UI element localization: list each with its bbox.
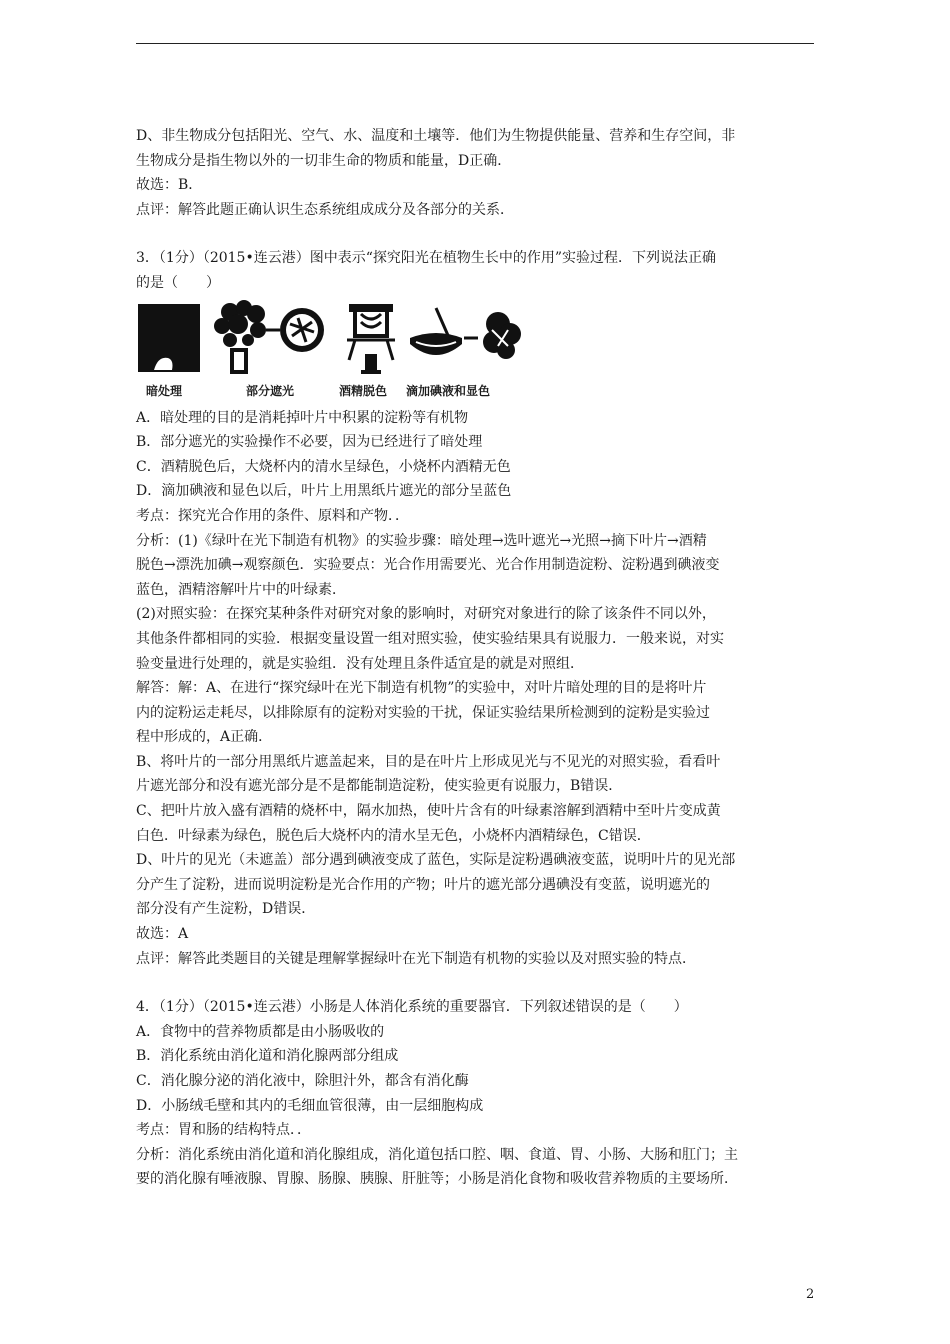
page-content xyxy=(136,124,816,1192)
question-stem: 4．（1分）（2015•连云港）小肠是人体消化系统的重要器官．下列叙述错误的是（ ） xyxy=(136,999,688,1016)
option-b: B．消化系统由消化道和消化腺两部分组成 xyxy=(136,1048,399,1065)
solution-line: B、将叶片的一部分用黑纸片遮盖起来，目的是在叶片上形成见光与不见光的对照实验，看看叶 xyxy=(136,753,721,770)
solution-line: 分产生了淀粉，进而说明淀粉是光合作用的产物；叶片的遮光部分遇碘没有变蓝，说明遮光的 xyxy=(136,876,710,893)
option-b: B．部分遮光的实验操作不必要，因为已经进行了暗处理 xyxy=(136,434,483,451)
page-number: 2 xyxy=(806,1287,815,1302)
solution-line: 分析：消化系统由消化道和消化腺组成，消化道包括口腔、咽、食道、胃、小肠、大肠和肛门；主 xyxy=(136,1146,738,1163)
figure-caption-alcohol-decolor: 酒精脱色 xyxy=(339,383,388,398)
solution-line: 考点：探究光合作用的条件、原料和产物．． xyxy=(136,507,409,524)
solution-line: 解答：解：A、在进行“探究绿叶在光下制造有机物”的实验中，对叶片暗处理的目的是将叶片 xyxy=(136,680,707,697)
solution-line: (2)对照实验：在探究某种条件对研究对象的影响时，对研究对象进行的除了该条件不同以外， xyxy=(136,606,716,623)
option-c: C．酒精脱色后，大烧杯内的清水呈绿色，小烧杯内酒精无色 xyxy=(136,458,511,475)
text-line: 生物成分是指生物以外的一切非生命的物质和能量，D正确． xyxy=(136,152,512,169)
solution-line: 要的消化腺有唾液腺、胃腺、肠腺、胰腺、肝脏等；小肠是消化食物和吸收营养物质的主要场所． xyxy=(136,1171,738,1188)
solution-line: 其他条件都相同的实验．根据变量设置一组对照实验，使实验结果具有说服力．一般来说，对实 xyxy=(136,630,724,647)
question-4 xyxy=(136,995,816,1192)
solution-line: 部分没有产生淀粉，D错误． xyxy=(136,901,316,918)
prev-question-tail xyxy=(136,124,816,222)
text-line: D、非生物成分包括阳光、空气、水、温度和土壤等．他们为生物提供能量、营养和生存空间，非 xyxy=(136,128,736,144)
header-rule xyxy=(136,43,814,44)
solution-line: 蓝色，酒精溶解叶片中的叶绿素． xyxy=(136,581,346,598)
text-line: 点评：解答此题正确认识生态系统组成成分及各部分的关系． xyxy=(136,201,514,218)
solution-line: 分析：(1)《绿叶在光下制造有机物》的实验步骤：暗处理→选叶遮光→光照→摘下叶片→酒精 xyxy=(136,532,707,549)
solution-line: 点评：解答此类题目的关键是理解掌握绿叶在光下制造有机物的实验以及对照实验的特点． xyxy=(136,950,696,967)
option-d: D．小肠绒毛壁和其内的毛细血管很薄，由一层细胞构成 xyxy=(136,1097,484,1114)
alcohol-decolor-image xyxy=(341,300,405,380)
figure-caption-partial-shading: 部分遮光 xyxy=(246,383,295,398)
option-c: C．消化腺分泌的消化液中，除胆汁外，都含有消化酶 xyxy=(136,1073,469,1089)
question-stem: 的是（ ） xyxy=(136,274,220,291)
solution-line: 白色．叶绿素为绿色，脱色后大烧杯内的清水呈无色，小烧杯内酒精绿色，C错误． xyxy=(136,827,651,844)
question-stem: 3．（1分）（2015•连云港）图中表示“探究阳光在植物生长中的作用”实验过程．下列说法正确 xyxy=(136,250,717,267)
partial-shading-image xyxy=(208,300,336,380)
iodine-stain-image xyxy=(406,300,526,380)
figure-caption-iodine-stain: 滴加碘液和显色 xyxy=(406,383,491,398)
solution-line: C、把叶片放入盛有酒精的烧杯中，隔水加热，使叶片含有的叶绿素溶解到酒精中至叶片变成黄 xyxy=(136,803,721,820)
solution-line: 程中形成的，A正确． xyxy=(136,729,273,746)
solution-line: D、叶片的见光（未遮盖）部分遇到碘液变成了蓝色，实际是淀粉遇碘液变蓝，说明叶片的见光部 xyxy=(136,852,736,869)
solution-line: 考点：胃和肠的结构特点．． xyxy=(136,1122,311,1139)
solution-line: 片遮光部分和没有遮光部分是不是都能制造淀粉，使实验更有说服力，B错误． xyxy=(136,778,623,795)
option-a: A．暗处理的目的是消耗掉叶片中积累的淀粉等有机物 xyxy=(136,409,469,426)
solution-line: 内的淀粉运走耗尽，以排除原有的淀粉对实验的干扰，保证实验结果所检测到的淀粉是实验过 xyxy=(136,704,710,721)
solution-line: 故选：A xyxy=(136,926,189,943)
figure-caption-dark-treatment: 暗处理 xyxy=(146,383,183,398)
option-a: A．食物中的营养物质都是由小肠吸收的 xyxy=(136,1023,385,1040)
dark-treatment-image xyxy=(136,300,208,380)
solution-line: 验变量进行处理的，就是实验组．没有处理且条件适宜是的就是对照组． xyxy=(136,655,584,672)
experiment-figure xyxy=(136,300,536,404)
text-line: 故选：B． xyxy=(136,177,203,194)
solution-line: 脱色→漂洗加碘→观察颜色．实验要点：光合作用需要光、光合作用制造淀粉、淀粉遇到碘液变 xyxy=(136,557,720,574)
option-d: D．滴加碘液和显色以后，叶片上用黑纸片遮光的部分呈蓝色 xyxy=(136,483,512,500)
question-3 xyxy=(136,246,816,971)
